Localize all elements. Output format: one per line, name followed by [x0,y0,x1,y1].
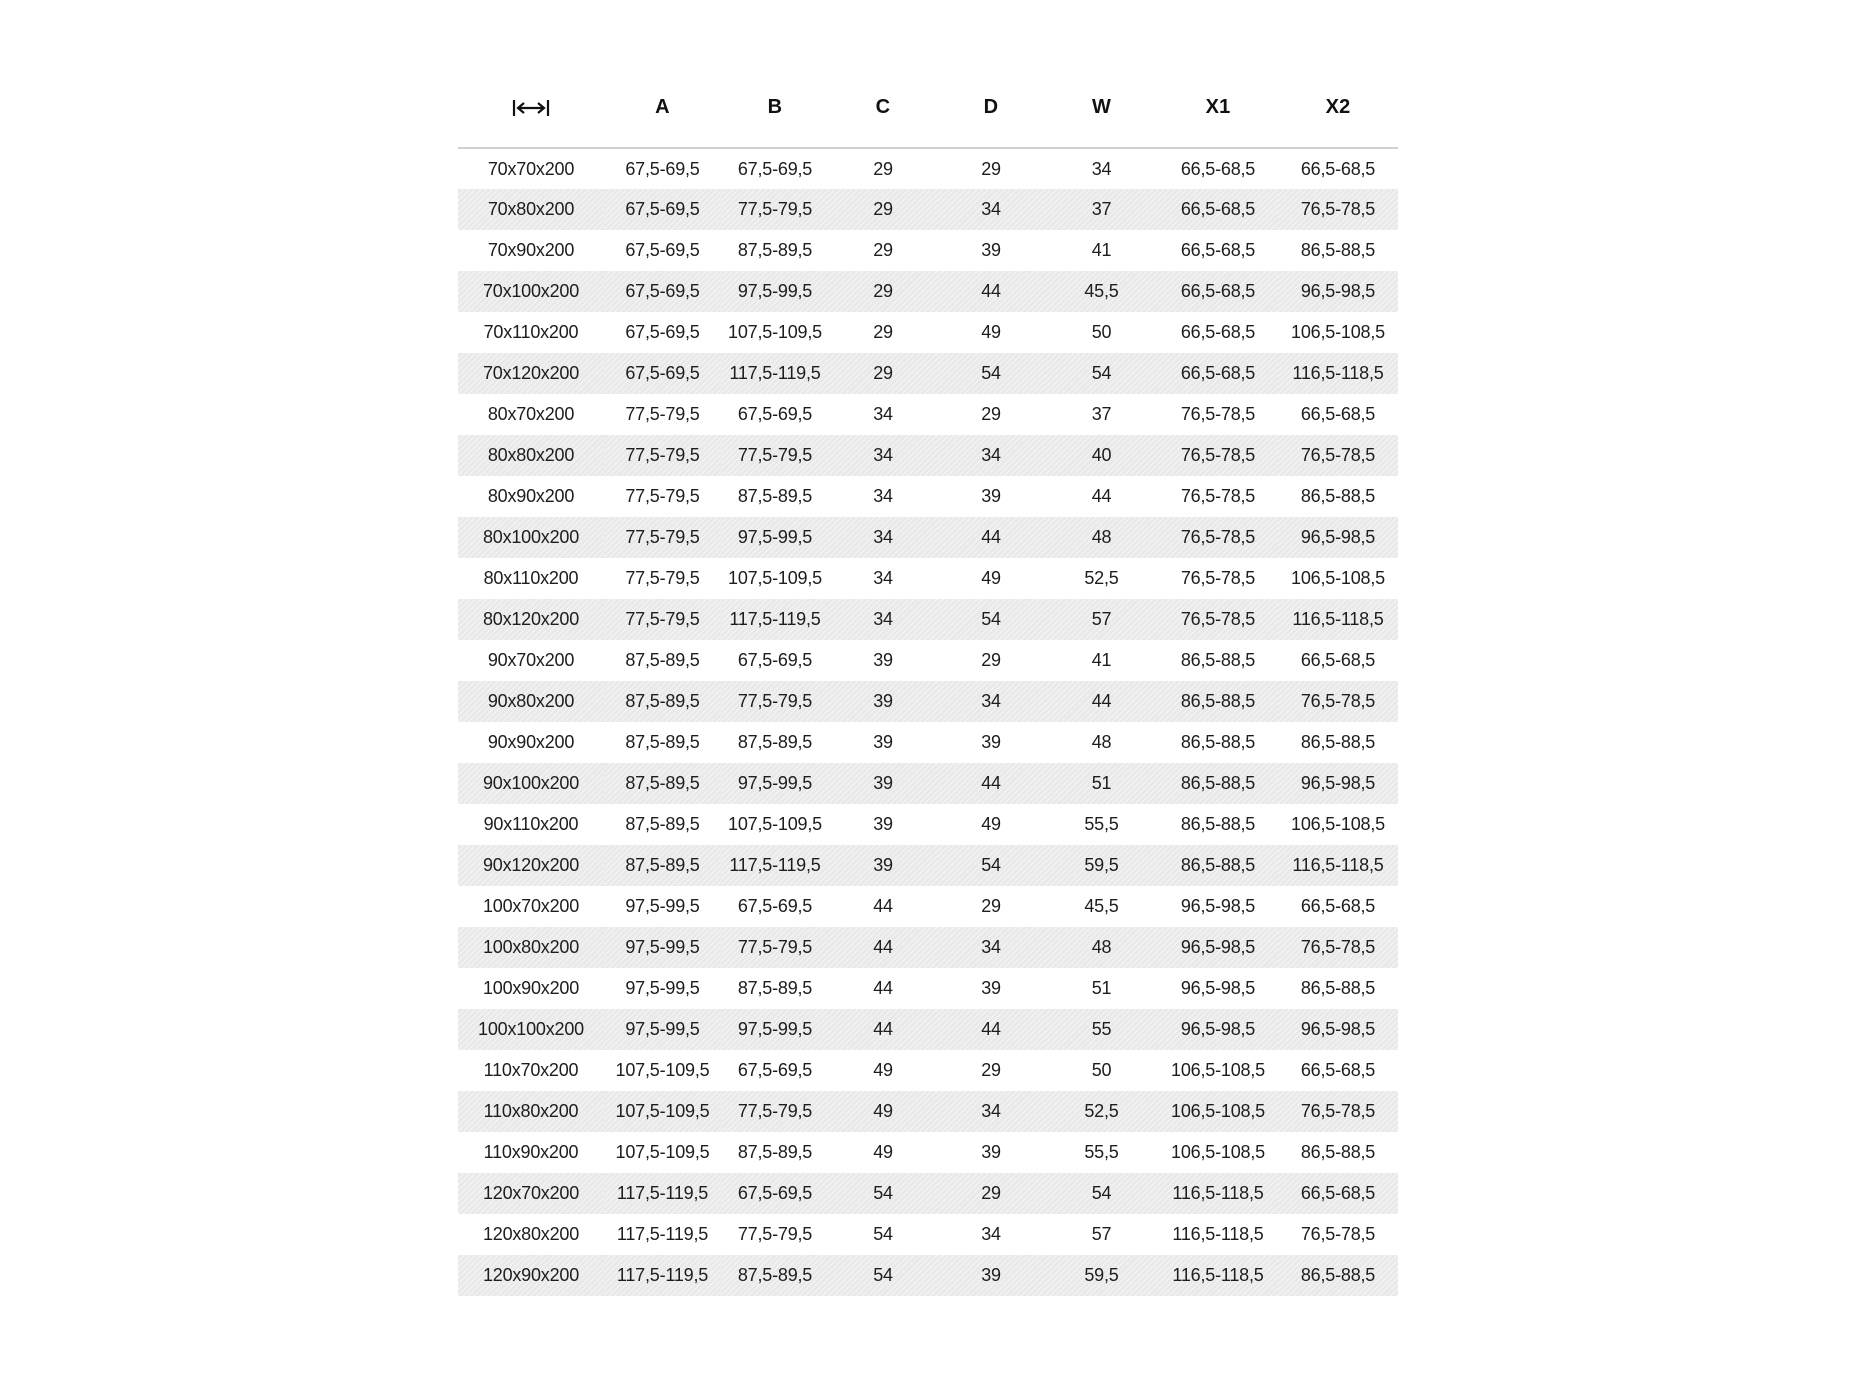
value-cell-x2: 86,5-88,5 [1300,1142,1376,1162]
value-cell-c: 44 [829,927,937,968]
table-row [458,722,1398,763]
value-cell-d: 34 [937,681,1045,722]
value-cell-a: 97,5-99,5 [625,978,700,998]
value-cell-c: 34 [829,517,937,558]
value-cell-a: 117,5-119,5 [604,1173,721,1214]
value-cell-d: 44 [937,271,1045,312]
value-cell-d: 34 [937,435,1045,476]
value-cell-d: 29 [981,896,1001,916]
value-cell-c: 44 [873,896,893,916]
value-cell-x1: 76,5-78,5 [1158,517,1278,558]
value-cell-b: 97,5-99,5 [721,517,829,558]
value-cell-b: 87,5-89,5 [737,978,813,998]
value-cell-x1: 106,5-108,5 [1171,1060,1265,1080]
value-cell-x2: 86,5-88,5 [1300,240,1376,260]
value-cell-w: 55,5 [1084,814,1119,834]
column-header-a: A [655,96,670,118]
value-cell-d: 34 [937,927,1045,968]
table-row [458,886,1398,927]
value-cell-a: 87,5-89,5 [604,763,721,804]
value-cell-x2: 66,5-68,5 [1300,650,1376,670]
value-cell-c: 29 [873,158,893,179]
value-cell-b: 77,5-79,5 [721,681,829,722]
value-cell-b: 97,5-99,5 [721,763,829,804]
value-cell-b: 117,5-119,5 [721,599,829,640]
value-cell-d: 49 [981,814,1001,834]
size-cell: 90x100x200 [458,763,604,804]
value-cell-b: 67,5-69,5 [737,404,813,424]
value-cell-a: 87,5-89,5 [625,814,700,834]
value-cell-a: 97,5-99,5 [625,896,700,916]
value-cell-a: 107,5-109,5 [615,1060,710,1080]
value-cell-x2: 106,5-108,5 [1291,568,1385,588]
table-row [458,1091,1398,1132]
table-row [458,189,1398,230]
value-cell-b: 107,5-109,5 [728,322,822,342]
table-row [458,1214,1398,1255]
value-cell-d: 29 [981,404,1001,424]
size-cell: 100x100x200 [458,1009,604,1050]
dimensions-spec-table [458,96,1398,1296]
value-cell-c: 44 [873,978,893,998]
value-cell-w: 51 [1045,763,1158,804]
value-cell-d: 54 [937,845,1045,886]
value-cell-w: 48 [1045,927,1158,968]
value-cell-w: 51 [1091,978,1112,998]
size-cell: 90x120x200 [458,845,604,886]
size-cell: 100x80x200 [458,927,604,968]
value-cell-c: 49 [873,1060,893,1080]
value-cell-w: 55 [1045,1009,1158,1050]
value-cell-x1: 66,5-68,5 [1180,240,1256,260]
value-cell-x2: 96,5-98,5 [1278,763,1398,804]
table-header [458,96,1398,148]
value-cell-w: 45,5 [1084,896,1119,916]
table-row [458,968,1398,1009]
value-cell-x2: 76,5-78,5 [1300,1224,1376,1244]
value-cell-b: 67,5-69,5 [721,1173,829,1214]
value-cell-a: 87,5-89,5 [625,732,700,752]
value-cell-b: 77,5-79,5 [737,1224,813,1244]
value-cell-d: 49 [981,322,1001,342]
value-cell-w: 57 [1045,599,1158,640]
column-header-d: D [983,96,999,118]
value-cell-d: 39 [981,978,1001,998]
value-cell-w: 41 [1091,240,1112,260]
table-row [458,1173,1398,1214]
table-row [458,1050,1398,1091]
value-cell-d: 54 [937,353,1045,394]
column-header-x2: X2 [1325,96,1351,118]
value-cell-x1: 66,5-68,5 [1180,158,1256,179]
table-row [458,1255,1398,1296]
value-cell-c: 29 [873,322,893,342]
value-cell-w: 57 [1091,1224,1112,1244]
size-cell: 80x90x200 [487,486,575,506]
value-cell-x2: 76,5-78,5 [1278,927,1398,968]
value-cell-a: 107,5-109,5 [604,1091,721,1132]
value-cell-b: 87,5-89,5 [737,1142,813,1162]
size-cell: 100x90x200 [482,978,580,998]
value-cell-x2: 96,5-98,5 [1278,517,1398,558]
column-header-w: W [1091,96,1112,118]
value-cell-w: 50 [1091,1060,1112,1080]
table-body [458,148,1398,1296]
value-cell-w: 45,5 [1045,271,1158,312]
value-cell-b: 67,5-69,5 [737,1060,813,1080]
value-cell-x1: 96,5-98,5 [1180,896,1256,916]
value-cell-c: 34 [873,404,893,424]
value-cell-c: 34 [873,568,893,588]
value-cell-b: 97,5-99,5 [721,1009,829,1050]
value-cell-b: 117,5-119,5 [721,845,829,886]
value-cell-c: 39 [829,681,937,722]
size-cell: 90x90x200 [487,732,575,752]
table-row [458,763,1398,804]
value-cell-x2: 76,5-78,5 [1278,435,1398,476]
value-cell-x2: 96,5-98,5 [1278,271,1398,312]
value-cell-b: 87,5-89,5 [737,486,813,506]
value-cell-x1: 116,5-118,5 [1158,1255,1278,1296]
value-cell-c: 29 [829,271,937,312]
value-cell-b: 117,5-119,5 [721,353,829,394]
size-cell: 70x90x200 [487,240,575,260]
value-cell-a: 67,5-69,5 [625,322,700,342]
size-cell: 70x110x200 [483,322,579,342]
size-cell: 110x90x200 [483,1142,579,1162]
value-cell-c: 49 [873,1142,893,1162]
value-cell-x1: 86,5-88,5 [1180,732,1256,752]
value-cell-w: 37 [1045,189,1158,230]
value-cell-d: 34 [937,189,1045,230]
value-cell-a: 77,5-79,5 [604,435,721,476]
value-cell-c: 29 [873,240,893,260]
value-cell-x2: 106,5-108,5 [1291,322,1385,342]
value-cell-x1: 116,5-118,5 [1158,1173,1278,1214]
value-cell-c: 54 [873,1224,893,1244]
value-cell-a: 97,5-99,5 [604,1009,721,1050]
value-cell-c: 29 [829,353,937,394]
value-cell-w: 59,5 [1045,1255,1158,1296]
value-cell-d: 49 [981,568,1001,588]
table-row [458,271,1398,312]
size-column-header [458,96,604,148]
value-cell-x1: 66,5-68,5 [1158,271,1278,312]
value-cell-d: 29 [937,1173,1045,1214]
value-cell-c: 44 [829,1009,937,1050]
value-cell-x2: 86,5-88,5 [1278,1255,1398,1296]
width-dimension-icon [512,99,550,117]
value-cell-w: 44 [1045,681,1158,722]
value-cell-d: 29 [981,1060,1001,1080]
value-cell-x2: 106,5-108,5 [1291,814,1385,834]
value-cell-c: 39 [873,732,893,752]
value-cell-x2: 116,5-118,5 [1278,845,1398,886]
size-cell: 80x110x200 [483,568,579,588]
value-cell-w: 59,5 [1045,845,1158,886]
value-cell-c: 39 [829,763,937,804]
table-row [458,353,1398,394]
size-cell: 110x70x200 [483,1060,579,1080]
value-cell-x2: 66,5-68,5 [1300,404,1376,424]
value-cell-x1: 66,5-68,5 [1158,353,1278,394]
value-cell-b: 97,5-99,5 [721,271,829,312]
value-cell-a: 67,5-69,5 [604,271,721,312]
table-row [458,394,1398,435]
value-cell-w: 40 [1045,435,1158,476]
column-header-x1: X1 [1205,96,1231,118]
value-cell-a: 117,5-119,5 [604,1255,721,1296]
value-cell-x1: 116,5-118,5 [1172,1224,1264,1244]
value-cell-b: 87,5-89,5 [737,732,813,752]
value-cell-x1: 76,5-78,5 [1180,486,1256,506]
size-cell: 80x70x200 [487,404,575,424]
value-cell-d: 29 [981,158,1001,179]
size-cell: 120x90x200 [458,1255,604,1296]
table-row [458,148,1398,189]
value-cell-b: 67,5-69,5 [737,158,813,179]
value-cell-d: 29 [981,650,1001,670]
value-cell-c: 49 [829,1091,937,1132]
value-cell-d: 34 [981,1224,1001,1244]
value-cell-b: 77,5-79,5 [721,189,829,230]
value-cell-a: 107,5-109,5 [615,1142,710,1162]
value-cell-x1: 96,5-98,5 [1180,978,1256,998]
value-cell-b: 67,5-69,5 [737,650,813,670]
value-cell-x2: 116,5-118,5 [1278,599,1398,640]
size-cell: 100x70x200 [482,896,580,916]
value-cell-w: 34 [1091,158,1112,179]
value-cell-d: 54 [937,599,1045,640]
value-cell-x1: 76,5-78,5 [1158,599,1278,640]
value-cell-x2: 66,5-68,5 [1300,158,1376,179]
value-cell-a: 87,5-89,5 [604,845,721,886]
value-cell-d: 39 [981,240,1001,260]
value-cell-x1: 86,5-88,5 [1180,650,1256,670]
value-cell-a: 67,5-69,5 [604,353,721,394]
value-cell-x2: 66,5-68,5 [1300,1060,1376,1080]
size-cell: 90x110x200 [483,814,579,834]
value-cell-x1: 66,5-68,5 [1180,322,1256,342]
value-cell-c: 54 [829,1255,937,1296]
value-cell-d: 44 [937,1009,1045,1050]
table-row [458,230,1398,271]
size-cell: 80x120x200 [458,599,604,640]
value-cell-d: 39 [981,732,1001,752]
size-cell: 110x80x200 [458,1091,604,1132]
value-cell-x2: 116,5-118,5 [1278,353,1398,394]
column-header-c: C [875,96,891,118]
value-cell-b: 77,5-79,5 [721,927,829,968]
value-cell-b: 107,5-109,5 [728,814,822,834]
value-cell-x2: 76,5-78,5 [1278,681,1398,722]
value-cell-x1: 106,5-108,5 [1171,1142,1265,1162]
size-cell: 80x80x200 [458,435,604,476]
value-cell-a: 77,5-79,5 [625,404,700,424]
table-row [458,927,1398,968]
table-row [458,599,1398,640]
value-cell-x1: 96,5-98,5 [1158,1009,1278,1050]
value-cell-d: 39 [981,486,1001,506]
value-cell-d: 39 [981,1142,1001,1162]
value-cell-c: 39 [873,650,893,670]
value-cell-b: 87,5-89,5 [721,1255,829,1296]
value-cell-w: 54 [1045,353,1158,394]
value-cell-a: 77,5-79,5 [625,568,700,588]
table-row [458,845,1398,886]
value-cell-b: 67,5-69,5 [737,896,813,916]
value-cell-w: 48 [1091,732,1112,752]
table-row [458,517,1398,558]
value-cell-a: 77,5-79,5 [625,486,700,506]
size-cell: 120x70x200 [458,1173,604,1214]
value-cell-x2: 86,5-88,5 [1300,486,1376,506]
value-cell-b: 77,5-79,5 [721,1091,829,1132]
value-cell-x1: 76,5-78,5 [1158,435,1278,476]
value-cell-x1: 76,5-78,5 [1180,568,1256,588]
value-cell-a: 117,5-119,5 [616,1224,709,1244]
size-cell: 90x70x200 [487,650,575,670]
value-cell-a: 67,5-69,5 [604,189,721,230]
table-row [458,1009,1398,1050]
table-row [458,804,1398,845]
value-cell-x2: 66,5-68,5 [1300,896,1376,916]
value-cell-w: 54 [1045,1173,1158,1214]
size-cell: 80x100x200 [458,517,604,558]
value-cell-c: 39 [873,814,893,834]
value-cell-w: 41 [1091,650,1112,670]
value-cell-b: 107,5-109,5 [728,568,822,588]
size-cell: 70x80x200 [458,189,604,230]
value-cell-x2: 86,5-88,5 [1300,732,1376,752]
value-cell-x2: 86,5-88,5 [1300,978,1376,998]
value-cell-c: 54 [829,1173,937,1214]
value-cell-x2: 96,5-98,5 [1278,1009,1398,1050]
value-cell-a: 77,5-79,5 [604,599,721,640]
value-cell-w: 52,5 [1045,1091,1158,1132]
value-cell-x2: 66,5-68,5 [1278,1173,1398,1214]
table-row [458,435,1398,476]
value-cell-d: 39 [937,1255,1045,1296]
value-cell-x1: 96,5-98,5 [1158,927,1278,968]
table-row [458,681,1398,722]
value-cell-x1: 106,5-108,5 [1158,1091,1278,1132]
value-cell-b: 77,5-79,5 [721,435,829,476]
value-cell-a: 67,5-69,5 [625,240,700,260]
value-cell-c: 39 [829,845,937,886]
value-cell-a: 87,5-89,5 [604,681,721,722]
value-cell-x1: 86,5-88,5 [1158,681,1278,722]
table-header-row [458,96,1398,148]
value-cell-c: 34 [873,486,893,506]
value-cell-d: 34 [937,1091,1045,1132]
table-row [458,476,1398,517]
value-cell-a: 87,5-89,5 [625,650,700,670]
size-cell: 90x80x200 [458,681,604,722]
table-row [458,640,1398,681]
value-cell-w: 37 [1091,404,1112,424]
value-cell-w: 55,5 [1084,1142,1119,1162]
value-cell-x1: 86,5-88,5 [1158,763,1278,804]
value-cell-w: 48 [1045,517,1158,558]
value-cell-c: 29 [829,189,937,230]
value-cell-x1: 66,5-68,5 [1158,189,1278,230]
value-cell-d: 44 [937,517,1045,558]
value-cell-w: 50 [1091,322,1112,342]
value-cell-x1: 86,5-88,5 [1158,845,1278,886]
value-cell-w: 52,5 [1084,568,1119,588]
value-cell-a: 97,5-99,5 [604,927,721,968]
size-cell: 120x80x200 [482,1224,580,1244]
column-header-b: B [767,96,783,118]
value-cell-b: 87,5-89,5 [737,240,813,260]
size-cell: 70x70x200 [487,158,575,179]
table-row [458,312,1398,353]
value-cell-x1: 86,5-88,5 [1180,814,1256,834]
table-row [458,558,1398,599]
size-cell: 70x120x200 [458,353,604,394]
value-cell-c: 34 [829,435,937,476]
size-cell: 70x100x200 [458,271,604,312]
value-cell-w: 44 [1091,486,1112,506]
value-cell-a: 67,5-69,5 [625,158,700,179]
value-cell-a: 77,5-79,5 [604,517,721,558]
value-cell-d: 44 [937,763,1045,804]
value-cell-c: 34 [829,599,937,640]
value-cell-x1: 76,5-78,5 [1180,404,1256,424]
value-cell-x2: 76,5-78,5 [1278,1091,1398,1132]
table-row [458,1132,1398,1173]
value-cell-x2: 76,5-78,5 [1278,189,1398,230]
